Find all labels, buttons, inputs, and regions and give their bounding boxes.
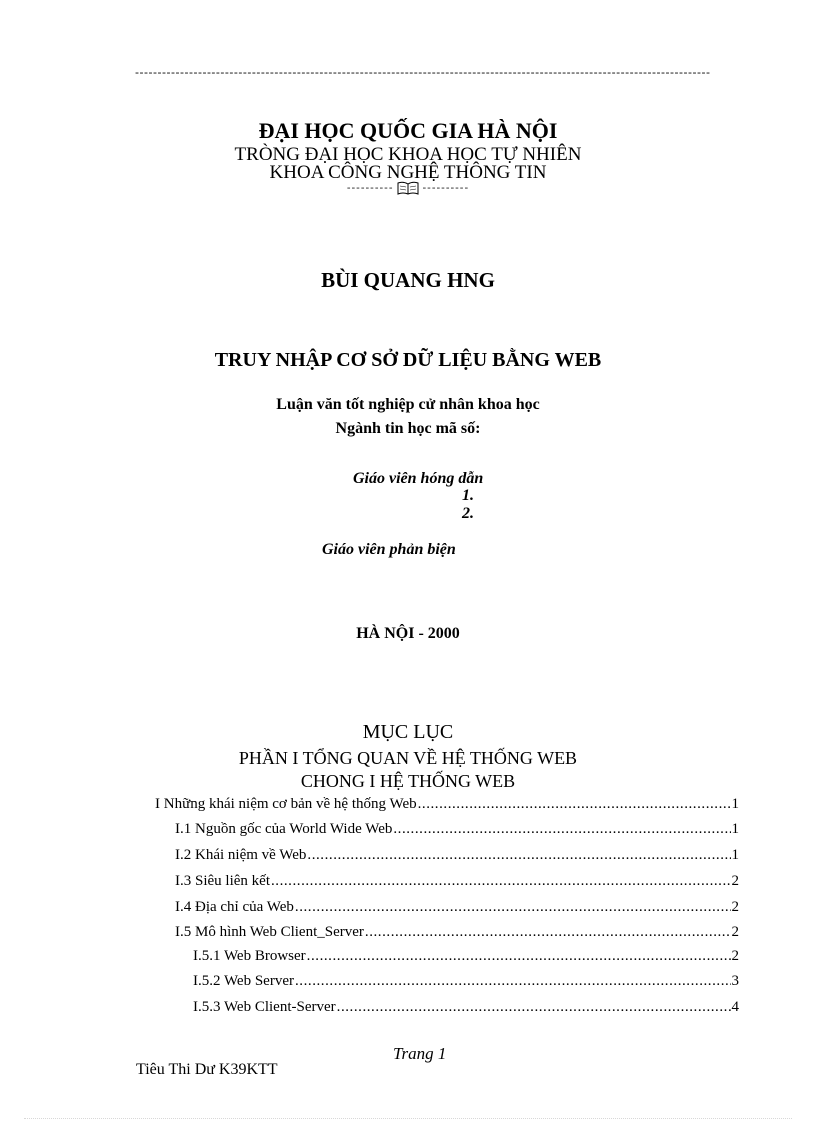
toc-entry-label: I.4 Địa chỉ của Web (175, 899, 294, 915)
toc-entry-label: I.5 Mô hình Web Client_Server (175, 924, 364, 940)
university-name: ĐẠI HỌC QUỐC GIA HÀ NỘI (258, 118, 558, 143)
toc-leader-dots (337, 997, 731, 1017)
toc-leader-dots (365, 922, 731, 942)
thesis-title: TRUY NHẬP CƠ SỞ DỮ LIỆU BẰNG WEB (214, 349, 602, 371)
toc-title: MỤC LỤC (362, 721, 454, 743)
toc-entry-label: I.2 Khái niệm về Web (175, 847, 307, 863)
toc-entry[interactable] (193, 971, 739, 991)
page-bottom-rule (24, 1118, 792, 1119)
toc-entry-page: 1 (731, 821, 739, 837)
toc-entry-label: I.5.2 Web Server (193, 973, 294, 989)
toc-entry-label: I Những khái niệm cơ bản về hệ thống Web (155, 796, 417, 812)
toc-entry[interactable] (193, 997, 739, 1017)
supervisor-label: Giáo viên hóng dẫn (353, 470, 484, 487)
toc-entry-page: 2 (731, 873, 739, 889)
place-year: HÀ NỘI - 2000 (356, 625, 460, 642)
reviewer-label: Giáo viên phản biện (322, 541, 456, 558)
toc-entry-label: I.5.1 Web Browser (193, 948, 306, 964)
footer-page-number: Trang 1 (393, 1044, 447, 1063)
toc-entry[interactable] (175, 845, 739, 865)
supervisor-item-2: 2. (462, 505, 474, 522)
toc-part-heading: PHẦN I TỔNG QUAN VỀ HỆ THỐNG WEB (238, 748, 578, 768)
toc-entry[interactable] (175, 897, 739, 917)
footer-author: Tiêu Thi Dư K39KTT (136, 1061, 278, 1078)
toc-entry-page: 2 (731, 899, 739, 915)
toc-entry-page: 2 (731, 948, 739, 964)
toc-entry-page: 3 (731, 973, 739, 989)
toc-leader-dots (271, 871, 731, 891)
toc-entry-page: 1 (731, 796, 739, 812)
toc-leader-dots (295, 971, 731, 991)
toc-leader-dots (295, 897, 731, 917)
divider-dashes-left: ---------- (346, 182, 394, 194)
top-dashed-rule: -------------------------------------------------------------------------------------------------------------------------------- (135, 65, 711, 79)
toc-leader-dots (393, 819, 730, 839)
degree-line: Luận văn tốt nghiệp cử nhân khoa học (276, 396, 540, 413)
school-name: TRÒNG ĐẠI HỌC KHOA HỌC TỰ NHIÊN (234, 144, 582, 165)
toc-entry[interactable] (175, 922, 739, 942)
toc-entry[interactable] (175, 819, 739, 839)
toc-leader-dots (418, 794, 731, 814)
open-book-icon (397, 181, 419, 195)
toc-leader-dots (307, 946, 731, 966)
header-divider (0, 180, 816, 196)
toc-entry-page: 4 (731, 999, 739, 1015)
toc-entry-label: I.1 Nguồn gốc của World Wide Web (175, 821, 393, 837)
supervisor-item-1: 1. (462, 487, 474, 504)
toc-entry-page: 2 (731, 924, 739, 940)
major-line: Ngành tin học mã số: (335, 420, 481, 437)
toc-leader-dots (307, 845, 730, 865)
toc-entry[interactable] (175, 871, 739, 891)
toc-entry[interactable] (193, 946, 739, 966)
toc-entry-page: 1 (731, 847, 739, 863)
toc-chapter-heading: CHONG I HỆ THỐNG WEB (300, 771, 516, 791)
toc-entry-label: I.3 Siêu liên kết (175, 873, 270, 889)
toc-entry-label: I.5.3 Web Client-Server (193, 999, 336, 1015)
toc-entry[interactable] (155, 794, 739, 814)
divider-dashes-right: ---------- (422, 182, 470, 194)
author-name: BÙI QUANG HNG (321, 268, 495, 292)
faculty-name: KHOA CÔNG NGHỆ THÔNG TIN (269, 162, 547, 183)
